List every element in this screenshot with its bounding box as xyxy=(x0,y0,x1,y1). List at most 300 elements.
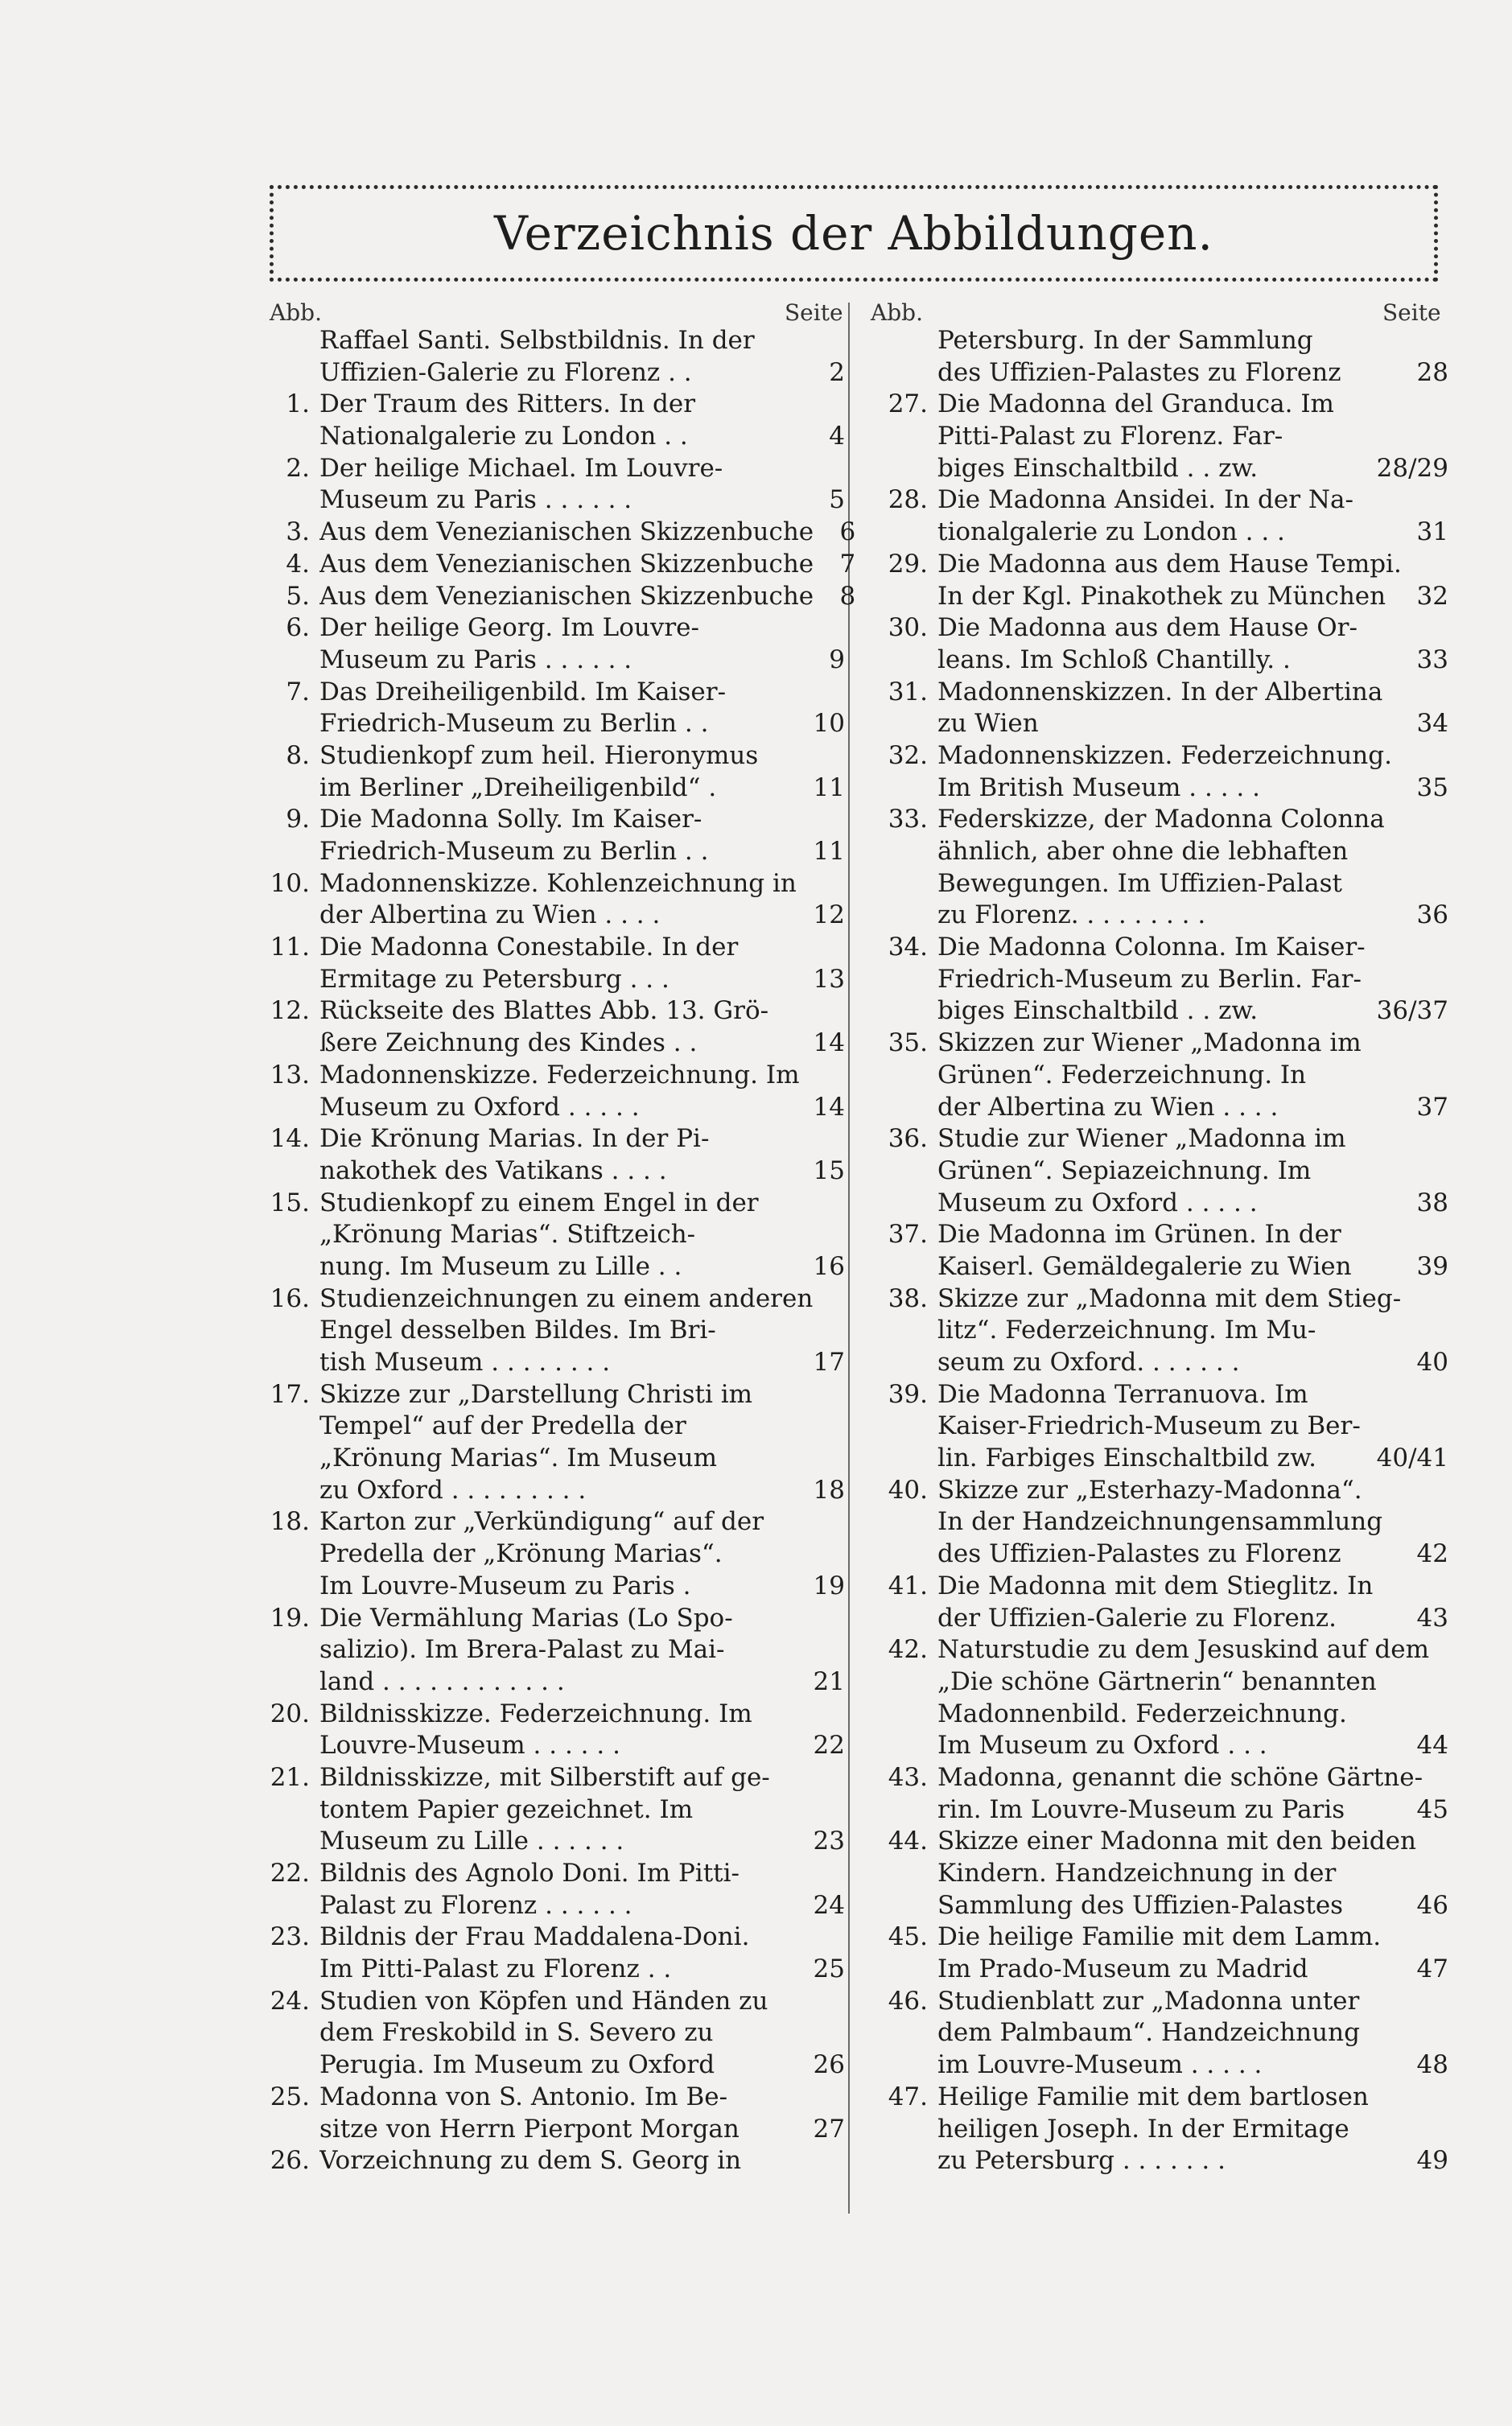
entry-line xyxy=(319,1092,845,1124)
entry-line xyxy=(319,1730,845,1762)
entry-text: Im Louvre-Museum zu Paris . xyxy=(319,1571,691,1600)
entry-text: Das Dreiheiligenbild. Im Kaiser- xyxy=(319,677,727,706)
entry-text: Die Madonna Ansidei. In der Na- xyxy=(937,485,1353,515)
list-item xyxy=(241,2082,845,2145)
line-filler xyxy=(1285,517,1403,549)
entry-text: der Uffizien-Galerie zu Florenz. xyxy=(937,1603,1337,1633)
figure-number: 40. xyxy=(888,1475,928,1505)
list-item xyxy=(241,453,845,517)
entry-text: des Uffizien-Palastes zu Florenz xyxy=(937,1539,1341,1569)
line-filler xyxy=(1267,1730,1403,1762)
entry-line xyxy=(319,804,845,836)
figure-number: 13. xyxy=(270,1060,310,1089)
list-item xyxy=(241,995,845,1059)
line-filler xyxy=(1260,772,1403,805)
entry-text: Madonnenskizzen. In der Albertina xyxy=(937,677,1383,706)
entry-line xyxy=(319,581,855,613)
list-item xyxy=(241,1506,845,1602)
entry-text: Die Madonna Solly. Im Kaiser- xyxy=(319,805,702,834)
entry-line xyxy=(937,1060,1448,1092)
page-number: 11 xyxy=(813,772,845,802)
list-item xyxy=(859,1123,1448,1219)
entry-line xyxy=(937,581,1448,613)
entry-line xyxy=(319,740,845,772)
entry-text: Madonna, genannt die schöne Gärtne- xyxy=(937,1762,1423,1792)
entry-text: dem Freskobild in S. Severo zu xyxy=(319,2018,714,2048)
entry-line xyxy=(937,1730,1448,1762)
entry-text: zu Florenz. . . . . . . . . xyxy=(937,900,1206,930)
list-item xyxy=(859,1762,1448,1826)
entry-line xyxy=(319,1921,845,1954)
page-number: 9 xyxy=(829,645,845,674)
entry-line xyxy=(319,964,845,996)
entry-text: Studie zur Wiener „Madonna im xyxy=(937,1124,1346,1154)
figure-number: 43. xyxy=(888,1762,928,1792)
entry-line xyxy=(937,1603,1448,1635)
list-item xyxy=(241,1762,845,1858)
line-filler xyxy=(741,2145,803,2177)
line-filler xyxy=(632,484,803,517)
line-filler xyxy=(1278,1092,1403,1124)
line-filler xyxy=(708,708,803,740)
left-abb-header: Abb. xyxy=(270,299,322,326)
entry-text: der Albertina zu Wien . . . . xyxy=(937,1092,1279,1122)
list-item xyxy=(859,1634,1448,1762)
entry-text: Kaiserl. Gemäldegalerie zu Wien xyxy=(937,1251,1352,1281)
figure-number: 41. xyxy=(888,1571,928,1600)
entry-line xyxy=(937,1634,1448,1666)
entry-line xyxy=(319,900,845,932)
entry-line xyxy=(937,1443,1448,1475)
figure-number: 7. xyxy=(286,677,310,706)
page-number: 6 xyxy=(839,517,856,547)
line-filler xyxy=(740,2114,803,2146)
entry-text: Aus dem Venezianischen Skizzenbuche xyxy=(319,549,814,579)
entry-text: Die Madonna aus dem Hause Or- xyxy=(937,613,1358,643)
entry-line xyxy=(937,1123,1448,1155)
line-filler xyxy=(632,1890,803,1922)
entry-text: Museum zu Oxford . . . . . xyxy=(937,1188,1258,1217)
page-number: 31 xyxy=(1416,517,1448,547)
entry-text: land . . . . . . . . . . . . xyxy=(319,1666,565,1696)
entry-text: leans. Im Schloß Chantilly. . xyxy=(937,645,1291,674)
entry-text: Die Krönung Marias. In der Pi- xyxy=(319,1124,710,1154)
entry-line xyxy=(937,1506,1448,1538)
entry-line xyxy=(937,1028,1448,1060)
list-item xyxy=(241,1379,845,1507)
page-number: 46 xyxy=(1416,1890,1448,1920)
entry-text: Aus dem Venezianischen Skizzenbuche xyxy=(319,517,814,547)
entry-line xyxy=(937,932,1448,964)
page-title: Verzeichnis der Abbildungen. xyxy=(494,206,1213,261)
list-item xyxy=(859,389,1448,484)
figure-number: 27. xyxy=(888,389,928,419)
entry-text: Museum zu Paris . . . . . . xyxy=(319,485,632,515)
page-number: 49 xyxy=(1416,2146,1448,2176)
figure-number: 42. xyxy=(888,1635,928,1665)
entry-line xyxy=(937,708,1448,740)
entry-text: Federskizze, der Madonna Colonna xyxy=(937,805,1385,834)
entry-line xyxy=(937,1315,1448,1347)
entry-text: Bildnis des Agnolo Doni. Im Pitti- xyxy=(319,1859,740,1888)
entry-text: Studienzeichnungen zu einem anderen xyxy=(319,1283,814,1313)
line-filler xyxy=(610,1347,803,1379)
line-filler xyxy=(697,1028,803,1060)
entry-text: „Krönung Marias“. Im Museum xyxy=(319,1444,718,1473)
page-number: 43 xyxy=(1416,1603,1448,1633)
page-number: 18 xyxy=(813,1475,845,1505)
entry-text: im Louvre-Museum . . . . . xyxy=(937,2050,1263,2080)
entry-text: Museum zu Paris . . . . . . xyxy=(319,645,632,674)
list-item xyxy=(859,612,1448,676)
figure-number: 47. xyxy=(888,2082,928,2111)
entry-line xyxy=(937,2145,1448,2177)
entry-line xyxy=(319,1188,845,1220)
entry-text: sitze von Herrn Pierpont Morgan xyxy=(319,2114,740,2144)
entry-text: rin. Im Louvre-Museum zu Paris xyxy=(937,1794,1345,1824)
entry-line xyxy=(319,708,845,740)
figure-number: 38. xyxy=(888,1283,928,1313)
list-item xyxy=(241,2145,845,2177)
entry-line xyxy=(937,1475,1448,1507)
list-item xyxy=(241,932,845,995)
entry-line xyxy=(319,389,845,421)
line-filler xyxy=(682,1251,803,1283)
line-filler xyxy=(1205,900,1403,932)
figure-number: 22. xyxy=(270,1859,310,1888)
entry-text: Raffael Santi. Selbstbildnis. In der xyxy=(319,326,755,355)
page-number: 2 xyxy=(829,357,845,387)
page-number: 7 xyxy=(839,549,856,579)
entry-line xyxy=(937,1826,1448,1858)
entry-text: In der Handzeichnungensammlung xyxy=(937,1507,1383,1537)
entry-line xyxy=(319,1603,845,1635)
entry-text: Nationalgalerie zu London . . xyxy=(319,422,688,451)
list-item xyxy=(859,740,1448,804)
page-number: 10 xyxy=(813,709,845,739)
entry-text: In der Kgl. Pinakothek zu München xyxy=(937,581,1386,611)
entry-line xyxy=(319,1443,845,1475)
line-filler xyxy=(1341,357,1403,389)
list-item xyxy=(859,2082,1448,2177)
entry-text: Die Madonna aus dem Hause Tempi. xyxy=(937,549,1402,579)
page-number: 11 xyxy=(813,837,845,867)
entry-text: dem Palmbaum“. Handzeichnung xyxy=(937,2018,1360,2048)
entry-line xyxy=(319,421,845,453)
entry-line xyxy=(319,1666,845,1699)
entry-text: salizio). Im Brera-Palast zu Mai- xyxy=(319,1635,725,1665)
entry-line xyxy=(937,1155,1448,1188)
page-number: 28/29 xyxy=(1376,453,1448,483)
figure-number: 24. xyxy=(270,1986,310,2016)
figure-number: 6. xyxy=(286,613,310,643)
entry-line xyxy=(937,1571,1448,1603)
figure-number: 32. xyxy=(888,740,928,770)
page-number: 16 xyxy=(813,1251,845,1281)
entry-line xyxy=(319,1538,845,1571)
entry-text: Madonnenskizze. Kohlenzeichnung in xyxy=(319,868,797,898)
entry-text: Predella der „Krönung Marias“. xyxy=(319,1539,723,1569)
entry-text: Im British Museum . . . . . xyxy=(937,772,1260,802)
line-filler xyxy=(716,772,803,805)
entry-text: Heilige Familie mit dem bartlosen xyxy=(937,2082,1369,2111)
entry-text: Bewegungen. Im Uffizien-Palast xyxy=(937,868,1342,898)
entry-text: Die Madonna mit dem Stieglitz. In xyxy=(937,1571,1374,1600)
entry-line xyxy=(937,1219,1448,1251)
line-filler xyxy=(1226,2145,1403,2177)
entry-text: Skizzen zur Wiener „Madonna im xyxy=(937,1028,1362,1058)
entry-text: Pitti-Palast zu Florenz. Far- xyxy=(937,422,1283,451)
entry-line xyxy=(937,645,1448,677)
line-filler xyxy=(1341,1538,1403,1571)
entry-line xyxy=(319,2082,845,2114)
entry-text: Im Museum zu Oxford . . . xyxy=(937,1731,1267,1761)
entry-text: lin. Farbiges Einschaltbild zw. xyxy=(937,1444,1316,1473)
entry-text: „Krönung Marias“. Stiftzeich- xyxy=(319,1220,696,1250)
entry-line xyxy=(319,1251,845,1283)
entry-line xyxy=(319,2114,845,2146)
entry-line xyxy=(937,1762,1448,1794)
list-item xyxy=(241,1921,845,1985)
entry-text: Engel desselben Bildes. Im Bri- xyxy=(319,1316,716,1345)
entry-text: nakothek des Vatikans . . . . xyxy=(319,1155,667,1185)
page-number: 8 xyxy=(839,581,856,611)
figure-number: 1. xyxy=(286,389,310,419)
right-column xyxy=(859,325,1448,2177)
entry-line xyxy=(937,325,1448,357)
page-number: 15 xyxy=(813,1155,845,1185)
line-filler xyxy=(1239,1347,1403,1379)
entry-line xyxy=(937,389,1448,421)
entry-text: Madonnenskizze. Federzeichnung. Im xyxy=(319,1060,800,1089)
entry-text: Tempel“ auf der Predella der xyxy=(319,1411,686,1441)
line-filler xyxy=(624,1826,803,1858)
entry-line xyxy=(937,677,1448,709)
list-item xyxy=(241,325,845,389)
entry-line xyxy=(319,645,845,677)
entry-text: „Die schöne Gärtnerin“ benannten xyxy=(937,1666,1377,1696)
page-number: 17 xyxy=(813,1348,845,1378)
page-number xyxy=(803,2145,845,2177)
entry-line xyxy=(319,2049,845,2082)
entry-line xyxy=(937,1251,1448,1283)
entry-line xyxy=(937,421,1448,453)
list-item xyxy=(859,549,1448,612)
list-item xyxy=(241,1603,845,1699)
line-filler xyxy=(640,1092,803,1124)
list-item xyxy=(241,1060,845,1123)
list-item xyxy=(241,612,845,676)
page-number: 33 xyxy=(1416,645,1448,674)
entry-text: litz“. Federzeichnung. Im Mu- xyxy=(937,1316,1316,1345)
line-filler xyxy=(667,1155,803,1188)
entry-text: nung. Im Museum zu Lille . . xyxy=(319,1251,682,1281)
left-column xyxy=(241,325,856,2177)
page-number: 25 xyxy=(813,1954,845,1984)
figure-number: 37. xyxy=(888,1220,928,1250)
entry-text: Kaiser-Friedrich-Museum zu Ber- xyxy=(937,1411,1361,1441)
page-number: 12 xyxy=(813,900,845,930)
entry-line xyxy=(937,740,1448,772)
entry-line xyxy=(319,772,845,805)
entry-text: Friedrich-Museum zu Berlin. Far- xyxy=(937,964,1362,994)
entry-text: Skizze zur „Madonna mit dem Stieg- xyxy=(937,1283,1402,1313)
entry-text: Studienblatt zur „Madonna unter xyxy=(937,1986,1360,2016)
figure-number: 17. xyxy=(270,1379,310,1409)
entry-line xyxy=(937,1092,1448,1124)
entry-line xyxy=(937,1921,1448,1954)
list-item xyxy=(859,1826,1448,1921)
figure-number: 14. xyxy=(270,1124,310,1154)
figure-number: 25. xyxy=(270,2082,310,2111)
figure-number: 18. xyxy=(270,1507,310,1537)
entry-text: biges Einschaltbild . . zw. xyxy=(937,996,1259,1026)
entry-text: Palast zu Florenz . . . . . . xyxy=(319,1890,632,1920)
line-filler xyxy=(669,964,803,996)
entry-line xyxy=(319,1347,845,1379)
entry-text: Im Pitti-Palast zu Florenz . . xyxy=(319,1954,672,1984)
figure-number: 39. xyxy=(888,1379,928,1409)
figure-number: 16. xyxy=(270,1283,310,1313)
entry-text: Die Madonna Conestabile. In der xyxy=(319,933,739,962)
entry-text: Der heilige Georg. Im Louvre- xyxy=(319,613,699,643)
entry-text: Louvre-Museum . . . . . . xyxy=(319,1731,620,1761)
entry-text: Grünen“. Federzeichnung. In xyxy=(937,1060,1307,1089)
entry-text: ßere Zeichnung des Kindes . . xyxy=(319,1028,698,1058)
entry-line xyxy=(319,1506,845,1538)
page-number: 40 xyxy=(1416,1348,1448,1377)
entry-line xyxy=(319,1986,845,2018)
line-filler xyxy=(1345,1794,1403,1827)
entry-line xyxy=(319,549,855,581)
entry-text: der Albertina zu Wien . . . . xyxy=(319,900,661,930)
entry-text: Friedrich-Museum zu Berlin . . xyxy=(319,709,709,739)
figure-number: 19. xyxy=(270,1603,310,1633)
entry-line xyxy=(319,1283,845,1316)
figure-number: 21. xyxy=(270,1762,310,1792)
list-item xyxy=(859,1283,1448,1379)
page-number: 23 xyxy=(813,1827,845,1856)
entry-line xyxy=(937,2049,1448,2082)
line-filler xyxy=(586,1475,803,1507)
figure-number: 45. xyxy=(888,1922,928,1952)
entry-text: Perugia. Im Museum zu Oxford xyxy=(319,2050,715,2080)
entry-text: Vorzeichnung zu dem S. Georg in xyxy=(319,2146,742,2176)
list-item xyxy=(241,517,856,549)
entry-text: zu Oxford . . . . . . . . . xyxy=(319,1475,587,1505)
figure-number xyxy=(859,325,937,389)
page-number: 5 xyxy=(829,485,845,515)
entry-line xyxy=(319,836,845,868)
list-item xyxy=(859,677,1448,740)
entry-line xyxy=(319,1794,845,1827)
entry-text: Museum zu Oxford . . . . . xyxy=(319,1092,640,1122)
line-filler xyxy=(1258,1188,1403,1220)
entry-text: tontem Papier gezeichnet. Im xyxy=(319,1794,694,1824)
figure-number: 15. xyxy=(270,1188,310,1217)
entry-line xyxy=(319,1571,845,1603)
list-item xyxy=(859,804,1448,932)
entry-line xyxy=(937,453,1448,485)
entry-line xyxy=(937,836,1448,868)
page-number: 48 xyxy=(1416,2050,1448,2080)
list-item xyxy=(241,1986,845,2082)
list-item xyxy=(241,868,845,932)
entry-text: Kindern. Handzeichnung in der xyxy=(937,1859,1337,1888)
entry-text: Studienkopf zum heil. Hieronymus xyxy=(319,740,759,770)
entry-text: heiligen Joseph. In der Ermitage xyxy=(937,2114,1349,2144)
entry-line xyxy=(937,1986,1448,2018)
entry-text: Die Madonna Colonna. Im Kaiser- xyxy=(937,933,1366,962)
entry-line xyxy=(319,1475,845,1507)
entry-text: Skizze zur „Esterhazy-Madonna“. xyxy=(937,1475,1362,1505)
entry-line xyxy=(319,868,845,900)
page-number: 44 xyxy=(1416,1731,1448,1761)
figure-number: 5. xyxy=(286,581,310,611)
entry-line xyxy=(937,1283,1448,1316)
line-filler xyxy=(1343,1890,1403,1922)
entry-line xyxy=(937,612,1448,645)
entry-text: Museum zu Lille . . . . . . xyxy=(319,1827,624,1856)
entry-line xyxy=(319,357,845,389)
figure-number: 35. xyxy=(888,1028,928,1058)
entry-line xyxy=(937,964,1448,996)
entry-line xyxy=(319,1028,845,1060)
page-number: 42 xyxy=(1416,1539,1448,1569)
entry-line xyxy=(319,2145,845,2177)
line-filler xyxy=(1337,1603,1403,1635)
page-number: 13 xyxy=(813,964,845,994)
line-filler xyxy=(1352,1251,1403,1283)
entry-line xyxy=(319,2017,845,2049)
entry-line xyxy=(319,517,855,549)
page-number: 26 xyxy=(813,2050,845,2080)
figure-number: 11. xyxy=(270,933,310,962)
entry-text: Aus dem Venezianischen Skizzenbuche xyxy=(319,581,814,611)
figure-number: 8. xyxy=(286,740,310,770)
entry-text: Die heilige Familie mit dem Lamm. xyxy=(937,1922,1382,1952)
figure-number: 46. xyxy=(888,1986,928,2016)
figure-number: 12. xyxy=(270,996,310,1026)
line-filler xyxy=(715,2049,803,2082)
figure-number: 29. xyxy=(888,549,928,579)
entry-line xyxy=(319,325,845,357)
entry-text: seum zu Oxford. . . . . . . xyxy=(937,1348,1240,1377)
entry-text: biges Einschaltbild . . zw. xyxy=(937,453,1259,483)
line-filler xyxy=(1262,2049,1403,2082)
entry-line xyxy=(937,772,1448,805)
entry-text: Madonnenbild. Federzeichnung. xyxy=(937,1699,1347,1728)
list-item xyxy=(859,1921,1448,1985)
figure-number: 26. xyxy=(270,2146,310,2176)
page-number: 45 xyxy=(1416,1794,1448,1824)
entry-line xyxy=(319,1379,845,1411)
list-item xyxy=(241,389,845,452)
entry-text: Bildnisskizze. Federzeichnung. Im xyxy=(319,1699,752,1728)
list-item xyxy=(241,549,856,581)
page-number: 14 xyxy=(813,1092,845,1122)
entry-text: Der Traum des Ritters. In der xyxy=(319,389,696,419)
entry-line xyxy=(319,1699,845,1731)
entry-line xyxy=(937,1538,1448,1571)
entry-line xyxy=(937,517,1448,549)
entry-line xyxy=(937,1411,1448,1443)
list-item xyxy=(859,1986,1448,2082)
line-filler xyxy=(620,1730,803,1762)
list-item xyxy=(859,1475,1448,1571)
page-number: 22 xyxy=(813,1731,845,1761)
figure-number: 36. xyxy=(888,1124,928,1154)
